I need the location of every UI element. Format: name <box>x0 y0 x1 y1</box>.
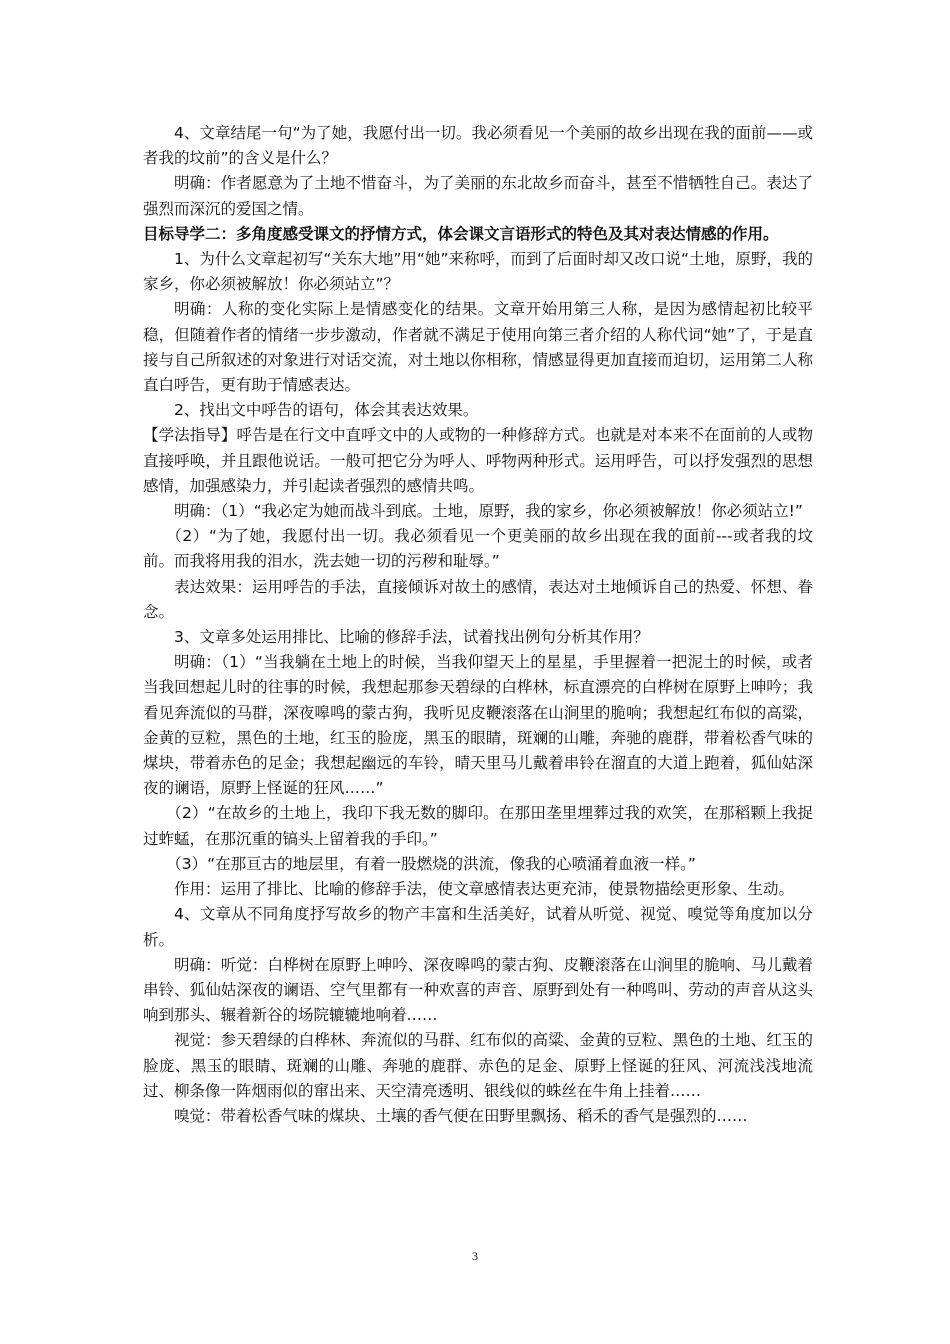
document-page <box>143 121 813 1129</box>
paragraph: 【学法指导】呼告是在行文中直呼文中的人或物的一种修辞方式。也就是对本来不在面前的人或物直接呼唤，并且跟他说话。一般可把它分为呼人、呼物两种形式。运用呼告，可以抒发强烈的思想感情，加强感染力，并引起读者强烈的感情共鸣。 <box>143 426 813 495</box>
paragraph: 明确：人称的变化实际上是情感变化的结果。文章开始用第三人称，是因为感情起初比较平稳，但随着作者的情绪一步步激动，作者就不满足于使用向第三者介绍的人称代词“她”了，于是直接与自己所叙述的对象进行对话交流，对土地以你相称，情感显得更加直接而迫切，运用第二人称直白呼告，更有助于情感表达。 <box>143 300 813 395</box>
section-heading: 目标导学二：多角度感受课文的抒情方式，体会课文言语形式的特色及其对表达情感的作用。 <box>143 224 779 243</box>
paragraph: （2）“为了她，我愿付出一切。我必须看见一个更美丽的故乡出现在我的面前---或者我的坟前。而我将用我的泪水，洗去她一切的污秽和耻辱。” <box>143 527 813 571</box>
page-number: 3 <box>472 1249 478 1263</box>
paragraph: （2）“在故乡的土地上，我印下我无数的脚印。在那田垄里埋葬过我的欢笑，在那稻颗上我捉过蚱蜢，在那沉重的镐头上留着我的手印。” <box>143 804 813 848</box>
paragraph: 明确：（1）“我必定为她而战斗到底。土地，原野，我的家乡，你必须被解放！你必须站立!” <box>174 502 803 521</box>
paragraph: 明确：听觉：白桦树在原野上呻吟、深夜嗥鸣的蒙古狗、皮鞭滚落在山涧里的脆响、马儿戴着串铃、狐仙姑深夜的谰语、空气里都有一种欢喜的声音、原野到处有一种鸣叫、劳动的声音从这头响到那头、辗着新谷的场院辘辘地响着…… <box>143 955 813 1025</box>
paragraph: 作用：运用了排比、比喻的修辞手法，使文章感情表达更充沛，使景物描绘更形象、生动。 <box>174 880 795 899</box>
paragraph: 视觉：参天碧绿的白桦林、奔流似的马群、红布似的高粱、金黄的豆粒、黑色的土地、红玉的脸庞、黑玉的眼睛、斑斓的山雕、奔驰的鹿群、赤色的足金、原野上怪诞的狂风、河流浅浅地流过、柳条像一阵烟雨似的窜出来、天空清亮透明、银线似的蛛丝在牛角上挂着…… <box>143 1031 813 1100</box>
paragraph: 4、文章结尾一句“为了她，我愿付出一切。我必须看见一个美丽的故乡出现在我的面前——或者我的坟前”的含义是什么？ <box>143 124 813 168</box>
paragraph: 嗅觉：带着松香气味的煤块、土壤的香气便在田野里飘扬、稻禾的香气是强烈的…… <box>174 1106 748 1125</box>
paragraph: 3、文章多处运用排比、比喻的修辞手法，试着找出例句分析其作用？ <box>174 628 649 647</box>
paragraph: 4、文章从不同角度抒写故乡的物产丰富和生活美好，试着从听觉、视觉、嗅觉等角度加以分析。 <box>143 905 813 949</box>
paragraph: 1、为什么文章起初写“关东大地”用“她”来称呼，而到了后面时却又改口说“土地，原野，我的家乡，你必须被解放！你必须站立”？ <box>143 250 814 294</box>
paragraph: 表达效果：运用呼告的手法，直接倾诉对故土的感情，表达对土地倾诉自己的热爱、怀想、眷念。 <box>143 577 813 621</box>
paragraph: 明确：（1）“当我躺在土地上的时候，当我仰望天上的星星，手里握着一把泥土的时候，或者当我回想起儿时的往事的时候，我想起那参天碧绿的白桦林，标直漂亮的白桦树在原野上呻吟；我看见奔流似的马群，深夜嗥鸣的蒙古狗，我听见皮鞭滚落在山涧里的脆响；我想起红布似的高粱，金黄的豆粒，黑色的土地，红玉的脸庞，黑玉的眼睛，斑斓的山雕，奔驰的鹿群，带着松香气味的煤块，带着赤色的足金；我想起幽远的车铃，晴天里马儿戴着串铃在溜直的大道上跑着，狐仙姑深夜的谰语，原野上怪诞的狂风……” <box>143 653 813 798</box>
paragraph: 2、找出文中呼告的语句，体会其表达效果。 <box>174 401 479 420</box>
paragraph: （3）“在那亘古的地层里，有着一股燃烧的洪流，像我的心喷涌着血液一样。” <box>166 854 696 873</box>
paragraph: 明确：作者愿意为了土地不惜奋斗，为了美丽的东北故乡而奋斗，甚至不惜牺牲自己。表达了强烈而深沉的爱国之情。 <box>143 174 813 218</box>
